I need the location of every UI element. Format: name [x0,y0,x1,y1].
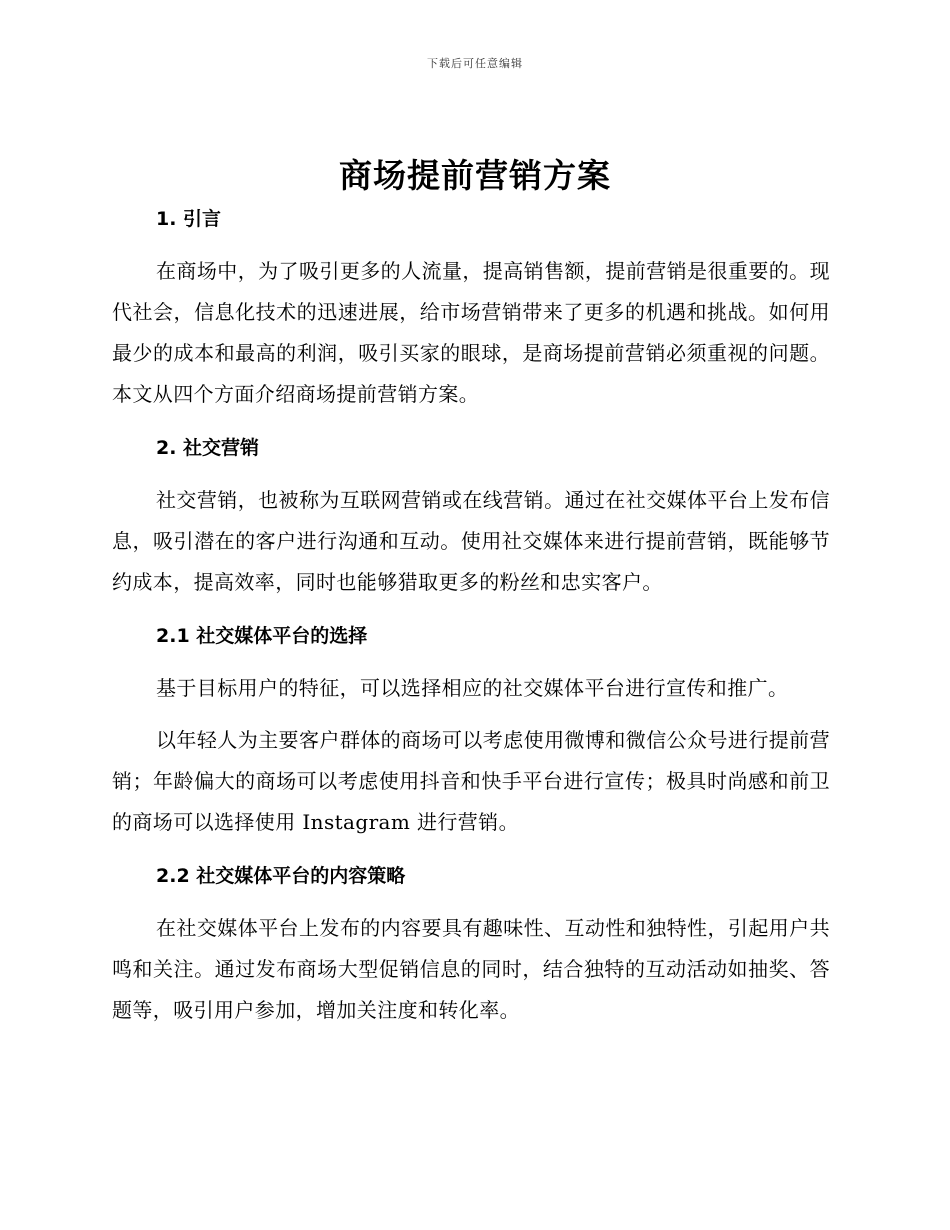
section-heading-introduction: 1. 引言 [156,208,222,230]
paragraph: 在社交媒体平台上发布的内容要具有趣味性、互动性和独特性，引起用户共鸣和关注。通过发布商场大型促销信息的同时，结合独特的互动活动如抽奖、答题等，吸引用户参加，增加关注度和转化率。 [112,916,830,1022]
paragraph: 以年轻人为主要客户群体的商场可以考虑使用微博和微信公众号进行提前营销；年龄偏大的商场可以考虑使用抖音和快手平台进行宣传；极具时尚感和前卫的商场可以选择使用 Instagram 进行营销。 [112,728,830,834]
document-body [112,198,830,1031]
paragraph: 基于目标用户的特征，可以选择相应的社交媒体平台进行宣传和推广。 [156,676,789,700]
paragraph: 在商场中，为了吸引更多的人流量，提高销售额，提前营销是很重要的。现代社会，信息化技术的迅速进展，给市场营销带来了更多的机遇和挑战。如何用最少的成本和最高的利润，吸引买家的眼球，是商场提前营销必须重视的问题。 本文从四个方面介绍商场提前营销方案。 [112,259,830,406]
section-heading-platform-selection: 2.1 社交媒体平台的选择 [156,625,368,647]
section-heading-content-strategy: 2.2 社交媒体平台的内容策略 [156,865,406,887]
document-title: 商场提前营销方案 [339,156,611,195]
page-header-note: 下载后可任意编辑 [427,57,523,70]
paragraph: 社交营销，也被称为互联网营销或在线营销。通过在社交媒体平台上发布信息，吸引潜在的客户进行沟通和互动。使用社交媒体来进行提前营销，既能够节约成本，提高效率，同时也能够猎取更多的粉丝和忠实客户。 [112,488,830,594]
section-heading-social-marketing: 2. 社交营销 [156,437,260,459]
